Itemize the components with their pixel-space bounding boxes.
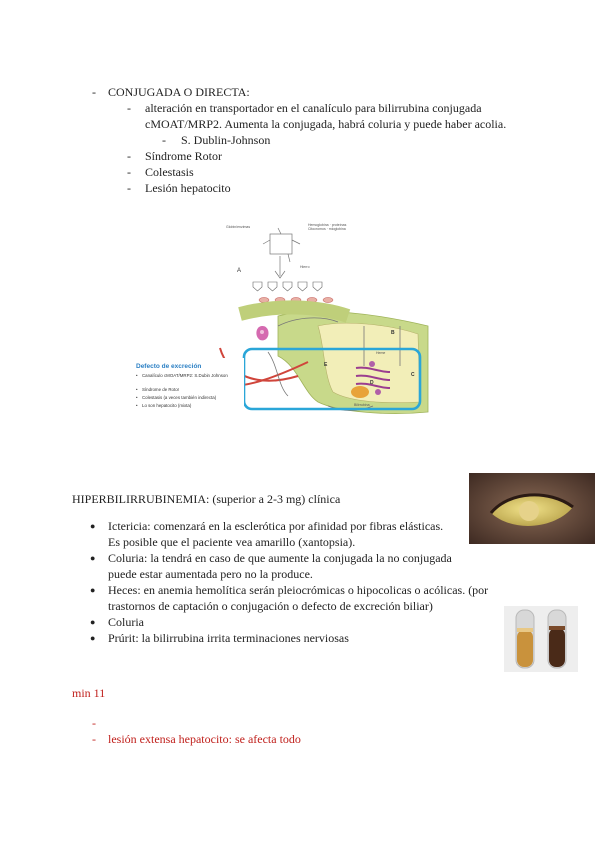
legend-item-hepatocito: Lo son hepatocito (mixta): [142, 403, 192, 408]
svg-text:Hierro: Hierro: [300, 265, 310, 269]
bullet-coluria-2: Coluria: [108, 615, 144, 629]
label-c: C: [411, 372, 415, 378]
legend-item-colestasis: Colestasis (a veces también indirecta): [142, 395, 217, 400]
bullet-coluria-cont: puede estar aumentada pero no la produce.: [108, 567, 313, 581]
list-dash: -: [127, 101, 131, 115]
jaundiced-eye-photo: [469, 473, 595, 544]
svg-text:Hemoglobina · proteínas: Hemoglobina · proteínas: [308, 223, 347, 227]
subsub-item-dublin: S. Dublin-Johnson: [181, 133, 271, 147]
bilirubin-molecules: [253, 282, 322, 291]
bullet-icon: ●: [90, 553, 96, 563]
heading-conjugada: CONJUGADA O DIRECTA:: [108, 85, 250, 99]
diagram-title: Defecto de excreción: [136, 363, 202, 370]
svg-text:Citocromos · mioglobina: Citocromos · mioglobina: [308, 227, 346, 231]
heading-hiperbilirrubinemia: HIPERBILIRRUBINEMIA: (superior a 2-3 mg) clínica: [72, 492, 341, 506]
bullet-icon: ●: [90, 585, 96, 595]
svg-text:Globin/enzimas: Globin/enzimas: [226, 225, 251, 229]
list-dash: -: [127, 165, 131, 179]
lesion-extensa-item: lesión extensa hepatocito: se afecta todo: [108, 732, 301, 746]
label-d: D: [370, 380, 374, 386]
legend-item-rotor: Síndrome de Rotor: [142, 387, 180, 392]
bullet-heces-cont: trastornos de captación o conjugación o defecto de excreción biliar): [108, 599, 433, 613]
sub-item-text-cont: cMOAT/MRP2. Aumenta la conjugada, habrá coluria y puede haber acolia.: [145, 117, 507, 131]
legend-bullet: •: [136, 373, 138, 378]
bullet-heces: Heces: en anemia hemolítica serán pleiocrómicas o hipocolicas o acólicas. (por: [108, 583, 489, 597]
bilirubin-excretion-diagram: [128, 216, 458, 428]
label-b: B: [391, 330, 395, 336]
list-dash: -: [162, 133, 166, 147]
bullet-ictericia-cont: Es posible que el paciente vea amarillo (xantopsia).: [108, 535, 356, 549]
min-marker: min 11: [72, 686, 106, 700]
urine-tubes-photo: [504, 606, 578, 672]
sub-item-text: alteración en transportador en el canalículo para bilirrubina conjugada: [145, 101, 482, 115]
bullet-icon: ●: [90, 633, 96, 643]
legend-bullet: •: [136, 395, 138, 400]
heme-structure: [263, 228, 300, 278]
bullet-coluria: Coluria: la tendrá en caso de que aumente la conjugada la no conjugada: [108, 551, 452, 565]
bullet-icon: ●: [90, 617, 96, 627]
list-dash: -: [92, 732, 96, 746]
label-bilirubin: Bilirrubina: [354, 403, 370, 407]
sub-item-rotor: Síndrome Rotor: [145, 149, 222, 163]
bullet-icon: ●: [90, 521, 96, 531]
kidney-icon: [256, 326, 268, 340]
legend-bullet: •: [136, 387, 138, 392]
label-a: A: [237, 268, 242, 274]
bullet-ictericia: Ictericia: comenzará en la esclerótica por afinidad por fibras elásticas.: [108, 519, 444, 533]
legend-bullet: •: [136, 403, 138, 408]
list-dash: -: [127, 149, 131, 163]
sub-item-colestasis: Colestasis: [145, 165, 194, 179]
label-heme: Heme: [376, 351, 386, 355]
list-dash: -: [92, 716, 96, 730]
list-dash: -: [127, 181, 131, 195]
sub-item-lesion: Lesión hepatocito: [145, 181, 231, 195]
list-dash: -: [92, 85, 96, 99]
legend-item-dublin: Canalículo cMOAT/MRP2: S.Dubin Johnson: [142, 373, 228, 378]
bullet-prurito: Prúrit: la bilirrubina irrita terminaciones nerviosas: [108, 631, 349, 645]
label-e: E: [324, 362, 328, 368]
